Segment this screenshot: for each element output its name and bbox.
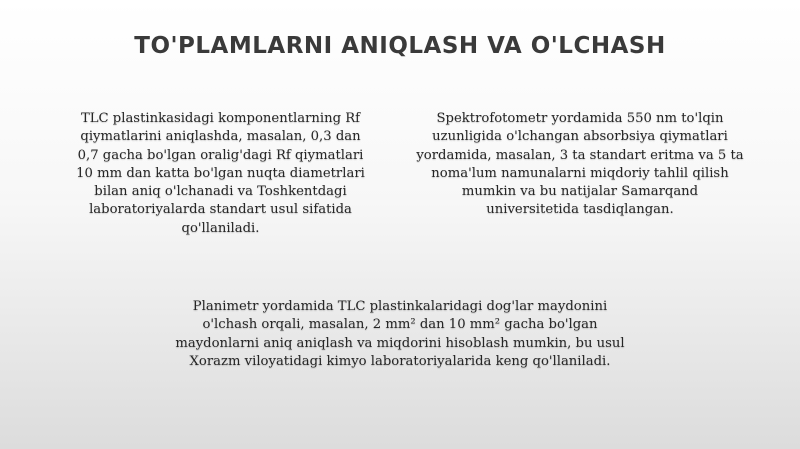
right-text-line: noma'lum namunalarni miqdoriy tahlil qilish: [431, 165, 729, 181]
left-text-line: qo'llaniladi.: [181, 220, 260, 236]
left-text-line: TLC plastinkasidagi komponentlarning Rf: [80, 111, 361, 126]
right-text-line: universitetida tasdiqlangan.: [486, 202, 674, 218]
bottom-text-line: Planimetr yordamida TLC plastinkalaridagi dog'lar maydonini: [192, 299, 608, 314]
bottom-text-line: maydonlarni aniq aniqlash va miqdorini hisoblash mumkin, bu usul: [175, 335, 625, 351]
slide-title: TO'PLAMLARNI ANIQLASH VA O'LCHASH: [134, 33, 666, 59]
bottom-text-line: o'lchash orqali, masalan, 2 mm² dan 10 mm² gacha bo'lgan: [202, 317, 598, 333]
left-text-block: [48, 110, 393, 238]
right-text-block: [385, 110, 775, 220]
left-text-line: qiymatlarini aniqlashda, masalan, 0,3 dan: [80, 129, 361, 145]
right-text-line: mumkin va bu natijalar Samarqand: [461, 184, 699, 200]
bottom-text-line: Xorazm viloyatidagi kimyo laboratoriyalarida keng qo'llaniladi.: [189, 353, 611, 369]
right-text-line: yordamida, masalan, 3 ta standart eritma va 5 ta: [416, 147, 744, 163]
left-text-line: 10 mm dan katta bo'lgan nuqta diametrlari: [76, 165, 365, 181]
bottom-text-block: [130, 298, 670, 371]
right-text-line: uzunligida o'lchangan absorbsiya qiymatlari: [432, 129, 728, 145]
right-text-line: Spektrofotometr yordamida 550 nm to'lqin: [436, 111, 724, 126]
left-text-line: 0,7 gacha bo'lgan oralig'dagi Rf qiymatlari: [77, 147, 364, 163]
left-text-line: bilan aniq o'lchanadi va Toshkentdagi: [94, 184, 347, 200]
left-text-line: laboratoriyalarda standart usul sifatida: [89, 202, 352, 218]
